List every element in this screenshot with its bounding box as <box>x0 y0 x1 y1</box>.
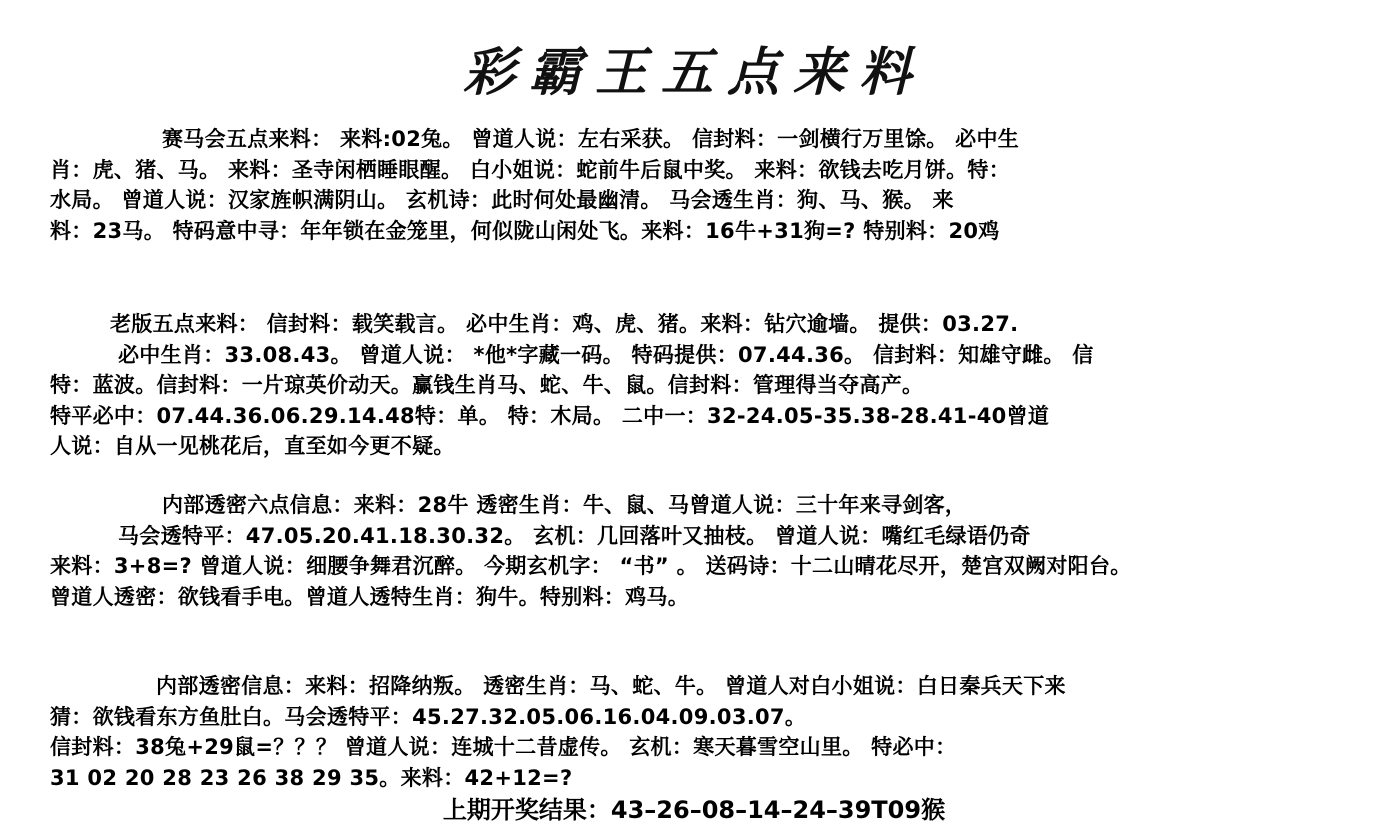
text-line: 内部透密信息：来料：招降纳叛。 透密生肖：马、蛇、牛。 曾道人对白小姐说：白日秦兵天下来 <box>156 674 1066 698</box>
page-title: 彩霸王五点来料 <box>462 42 925 103</box>
text-line: 特平必中：07.44.36.06.29.14.48特：单。 特：木局。 二中一：32-24.05-35.38-28.41-40曾道 <box>50 403 1050 428</box>
text-line: 肖：虎、猪、马。 来料：圣寺闲栖睡眼醒。 白小姐说：蛇前牛后鼠中奖。 来料：欲钱去吃月饼。特： <box>50 157 1011 182</box>
last-draw-result: 上期开奖结果：43–26–08–14–24–39T09猴 <box>442 796 946 824</box>
text-line: 特：蓝波。信封料：一片琼英价动天。赢钱生肖马、蛇、牛、鼠。信封料：管理得当夺高产。 <box>50 373 924 397</box>
text-line: 必中生肖：33.08.43。 曾道人说： *他*字藏一码。 特码提供：07.44.36。 信封料：知雄守雌。 信 <box>118 342 1094 367</box>
text-line: 人说：自从一见桃花后，直至如今更不疑。 <box>50 434 455 458</box>
text-line: 曾道人透密：欲钱看手电。曾道人透特生肖：狗牛。特别料：鸡马。 <box>50 584 689 609</box>
text-line: 31 02 20 28 23 26 38 29 35。来料：42+12=? <box>50 765 573 790</box>
text-line: 信封料：38兔+29鼠=？？？ 曾道人说：连城十二昔虚传。 玄机：寒天暮雪空山里。 特必中： <box>50 735 957 759</box>
section-saima <box>50 124 1380 246</box>
section-neibu-liudian <box>50 490 1380 612</box>
text-line: 老版五点来料： 信封料：载笑载言。 必中生肖：鸡、虎、猪。来料：钻穴逾墙。 提供：03.27. <box>110 312 1019 336</box>
text-line: 水局。 曾道人说：汉家旌帜满阴山。 玄机诗：此时何处最幽清。 马会透生肖：狗、马、猴。 来 <box>50 188 954 212</box>
section-laoban <box>50 309 1380 462</box>
text-line: 料：23马。 特码意中寻：年年锁在金笼里，何似陇山闲处飞。来料：16牛+31狗=? 特别料：20鸡 <box>50 218 1000 243</box>
text-line: 赛马会五点来料： 来料:02兔。 曾道人说：左右采获。 信封料：一剑横行万里馀。 必中生 <box>162 127 1020 151</box>
text-line: 猜：欲钱看东方鱼肚白。马会透特平：45.27.32.05.06.16.04.09.03.07。 <box>50 704 807 729</box>
text-line: 马会透特平：47.05.20.41.18.30.32。 玄机：几回落叶又抽枝。 曾道人说：嘴红毛绿语仍奇 <box>118 523 1031 548</box>
text-line: 内部透密六点信息：来料：28牛 透密生肖：牛、鼠、马曾道人说：三十年来寻剑客， <box>162 493 967 517</box>
section-neibu-xinxi <box>50 671 1380 793</box>
text-line: 来料：3+8=? 曾道人说：细腰争舞君沉醉。 今期玄机字： “书” 。 送码诗：十二山晴花尽开，楚宫双阙对阳台。 <box>50 554 1132 578</box>
